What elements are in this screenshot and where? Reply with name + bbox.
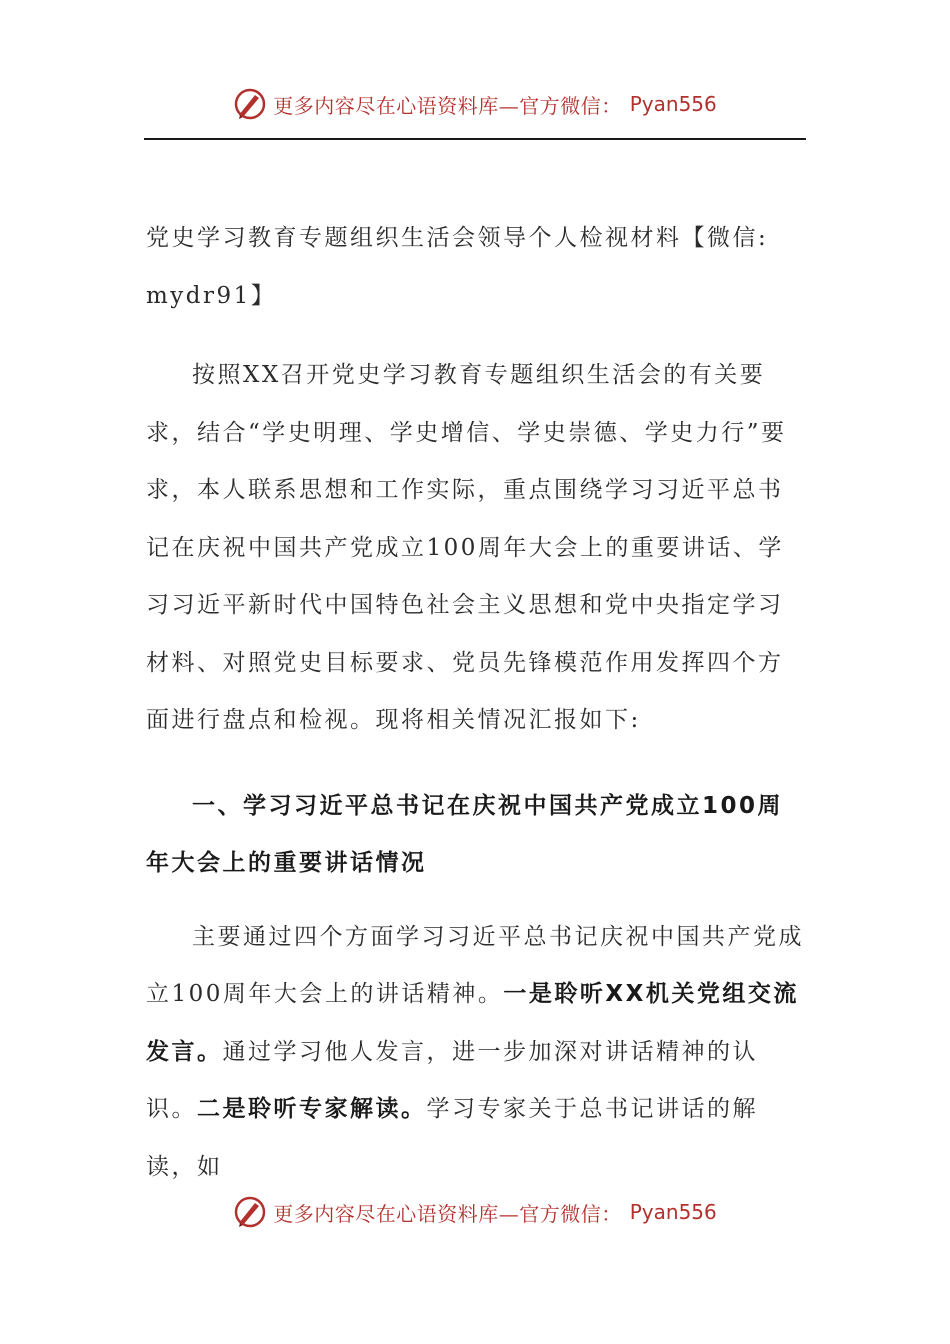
- section-1-text-e: 学习专家关于总书记讲话的解读，如: [146, 1096, 758, 1180]
- footer-banner-text: 更多内容尽在心语资料库—官方微信：: [273, 1201, 622, 1226]
- header-banner-text: 更多内容尽在心语资料库—官方微信：: [273, 93, 622, 118]
- document-body: [146, 210, 806, 1196]
- header-banner: [0, 84, 950, 124]
- header-wechat-id: Pyan556: [629, 92, 717, 116]
- point-two-highlight: 二是聆听专家解读。: [197, 1096, 427, 1122]
- section-1-text-a: 主要通过四个方面学习习近平总书记庆祝中国共产党成立100周年大会上的讲话精神。: [146, 923, 804, 1007]
- pen-logo-icon: [233, 87, 267, 121]
- section-1-heading: 一、学习习近平总书记在庆祝中国共产党成立100周年大会上的重要讲话情况: [146, 792, 784, 876]
- pen-logo-icon: [233, 1195, 267, 1229]
- header-divider: [144, 138, 806, 140]
- section-1-paragraph: [146, 909, 806, 1197]
- footer-wechat-id: Pyan556: [629, 1200, 717, 1224]
- point-one-highlight: 一是聆听XX机关党组交流发言。: [146, 981, 799, 1065]
- document-title: 党史学习教育专题组织生活会领导个人检视材料【微信: mydr91】: [146, 225, 769, 309]
- footer-banner: [0, 1192, 950, 1232]
- section-1-text-c: 通过学习他人发言，进一步加深对讲话精神的认识。: [146, 1038, 758, 1122]
- intro-paragraph: 按照XX召开党史学习教育专题组织生活会的有关要求，结合“学史明理、学史增信、学史崇德、学史力行”要求，本人联系思想和工作实际，重点围绕学习习近平总书记在庆祝中国共产党成立100周年大会上的重要讲话、学习习近平新时代中国特色社会主义思想和党中央指定学习材料、对照党史目标要求、党员先锋模范作用发挥四个方面进行盘点和检视。现将相关情况汇报如下:: [146, 362, 787, 733]
